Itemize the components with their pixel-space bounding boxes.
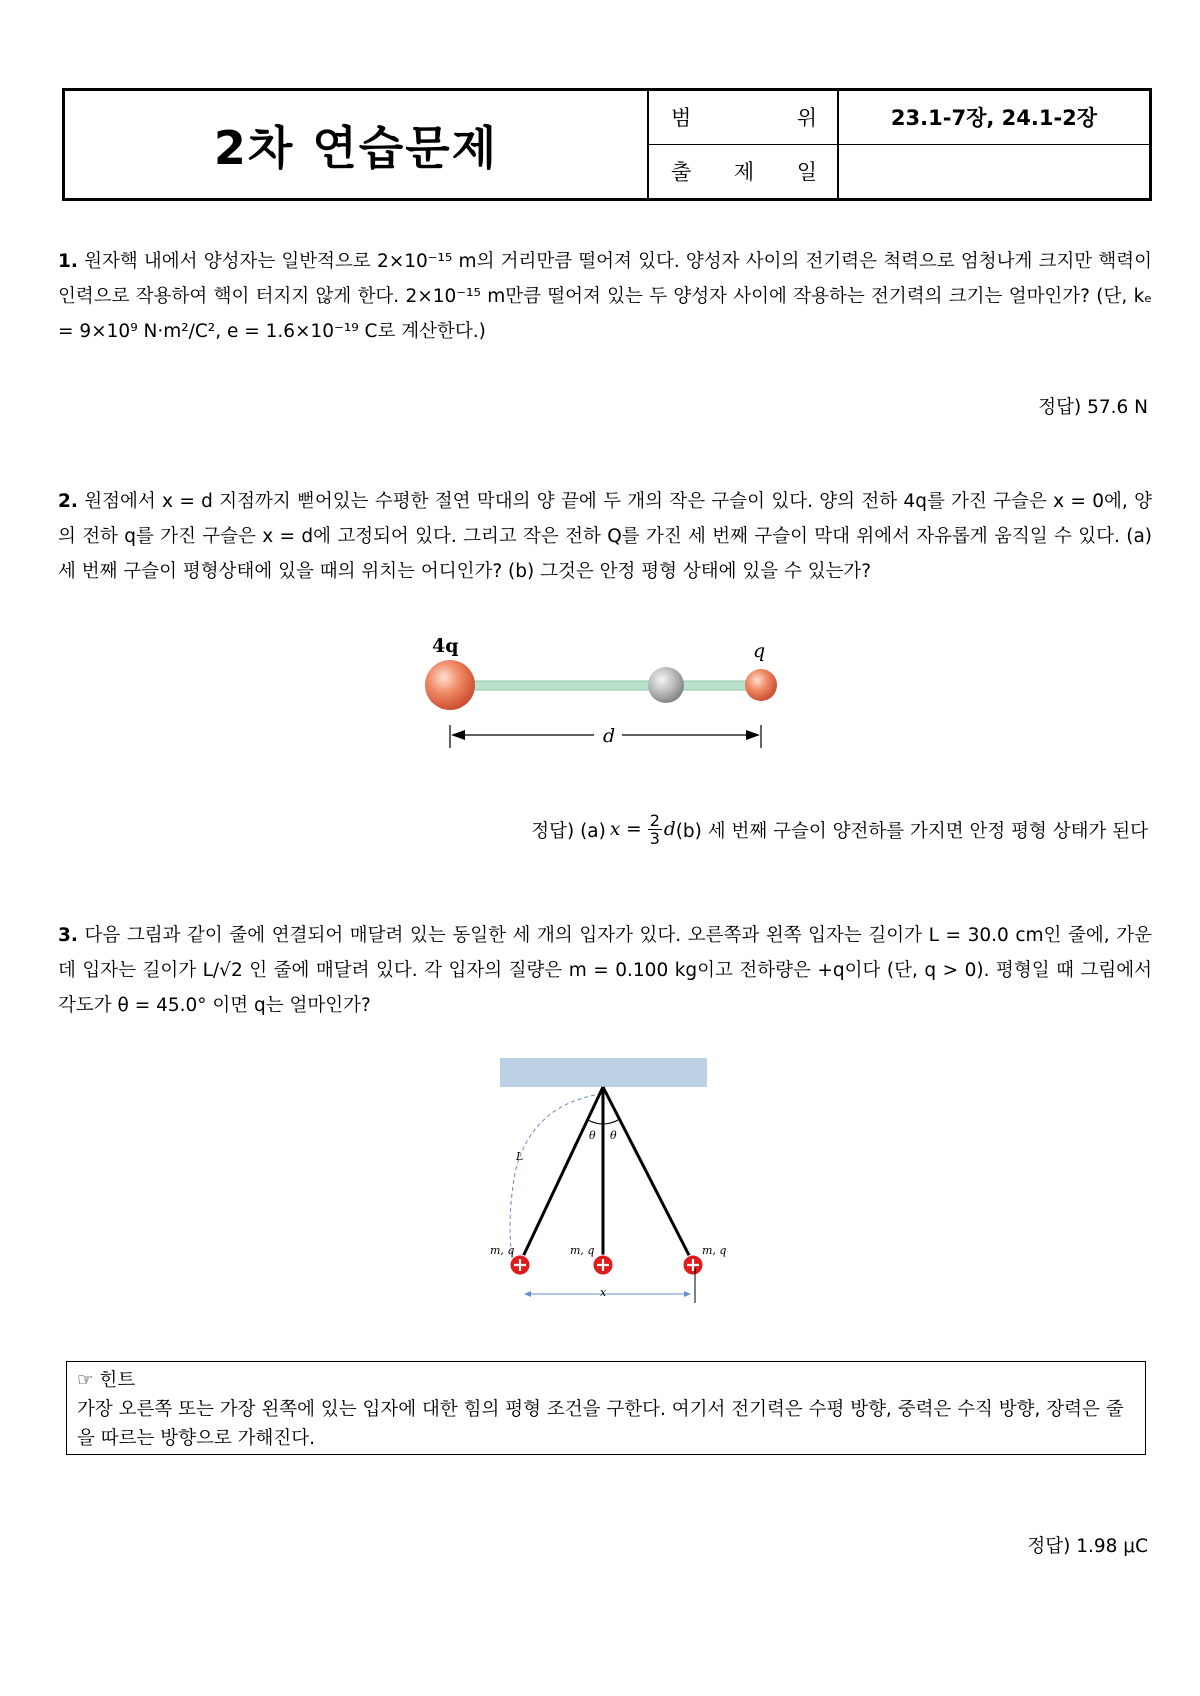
answer-2-fraction: [648, 812, 662, 847]
range-label: [649, 91, 839, 145]
label-left-particle: m, q: [490, 1244, 515, 1257]
question-1-number: 1.: [58, 251, 78, 272]
label-right-particle: m, q: [702, 1244, 727, 1257]
label-theta-right: θ: [610, 1129, 617, 1142]
dim-arrow-left: [451, 730, 465, 740]
bead-Q: [648, 667, 684, 703]
answer-2-x: x =: [609, 819, 642, 840]
date-value: [839, 145, 1149, 199]
x-arrow-right: [684, 1291, 691, 1297]
bead-4q: [425, 660, 475, 710]
question-1-text: 원자핵 내에서 양성자는 일반적으로 2×10⁻¹⁵ m의 거리만큼 떨어져 있다. 양성자 사이의 전기력은 척력으로 엄청나게 크지만 핵력이 인력으로 작용하여 핵이 터지지 않게 한다. 2×10⁻¹⁵ m만큼 떨어져 있는 두 양성자 사이에 작용하는 전기력의 크기는 얼마인가? (단, kₑ = 9×10⁹ N·m²/C², e = 1.6×10⁻¹⁹ C로 계산한다.): [58, 251, 1152, 342]
question-2-text: 원점에서 x = d 지점까지 뻗어있는 수평한 절연 막대의 양 끝에 두 개의 작은 구슬이 있다. 양의 전하 4q를 가진 구슬은 x = 0에, 양의 전하 q를 가진 구슬은 x = d에 고정되어 있다. 그리고 작은 전하 Q를 가진 세 번째 구슬이 막대 위에서 자유롭게 움직일 수 있다. (a) 세 번째 구슬이 평형상태에 있을 때의 위치는 어디인가? (b) 그것은 안정 평형 상태에 있을 수 있는가?: [58, 491, 1152, 582]
fraction-numerator: 2: [649, 811, 660, 830]
x-arrow-left: [524, 1291, 531, 1297]
bead-q: [745, 669, 777, 701]
answer-2-prefix: 정답) (a): [531, 820, 606, 842]
question-2-answer: [531, 812, 1148, 847]
question-2-number: 2.: [58, 491, 78, 512]
question-3-number: 3.: [58, 925, 78, 946]
page-title: 2차 연습문제: [65, 91, 649, 198]
label-4q: 4q: [432, 635, 459, 657]
length-guide-arc: [510, 1095, 595, 1258]
left-string: [520, 1087, 603, 1263]
label-mid-particle: m, q: [570, 1244, 595, 1257]
date-label-b: 제: [733, 160, 755, 185]
label-theta-left: θ: [589, 1129, 596, 1142]
range-label-left: 범: [671, 106, 692, 131]
question-3: [58, 918, 1152, 1023]
fraction-denominator: 3: [649, 829, 660, 848]
hint-title: ☞ 힌트: [77, 1370, 136, 1391]
range-value: 23.1-7장, 24.1-2장: [839, 91, 1149, 145]
right-string: [603, 1087, 693, 1263]
insulating-rod: [450, 681, 750, 690]
answer-2-d: d: [663, 819, 676, 840]
label-x: x: [600, 1286, 607, 1299]
range-label-right: 위: [796, 106, 817, 131]
label-d: d: [603, 725, 616, 747]
label-q: q: [753, 640, 766, 662]
question-3-text: 다음 그림과 같이 줄에 연결되어 매달려 있는 동일한 세 개의 입자가 있다. 오른쪽과 왼쪽 입자는 길이가 L = 30.0 cm인 줄에, 가운데 입자는 길이가 L/√2 인 줄에 매달려 있다. 각 입자의 질량은 m = 0.100 kg이고 전하량은 +q이다 (단, q > 0). 평형일 때 그림에서 각도가 θ = 45.0° 이면 q는 얼마인가?: [58, 925, 1152, 1016]
answer-2-suffix: (b) 세 번째 구슬이 양전하를 가지면 안정 평형 상태가 된다: [675, 820, 1148, 842]
question-2: [58, 484, 1152, 589]
date-label: [649, 145, 839, 199]
header-table: [62, 88, 1152, 201]
date-label-a: 출: [671, 160, 692, 185]
rod-figure: [410, 625, 790, 755]
hint-box: [66, 1361, 1146, 1455]
dim-arrow-right: [746, 730, 760, 740]
label-L: L: [516, 1150, 524, 1163]
pendulum-figure: [490, 1058, 730, 1308]
date-label-c: 일: [796, 160, 817, 185]
question-1-answer: 정답) 57.6 N: [1038, 397, 1148, 418]
ceiling-support: [500, 1058, 707, 1087]
hint-text: 가장 오른쪽 또는 가장 왼쪽에 있는 입자에 대한 힘의 평형 조건을 구한다. 여기서 전기력은 수평 방향, 중력은 수직 방향, 장력은 줄을 따르는 방향으로 가해진다.: [77, 1399, 1124, 1449]
question-3-answer: 정답) 1.98 μC: [1027, 1536, 1148, 1557]
question-1: [58, 244, 1152, 349]
